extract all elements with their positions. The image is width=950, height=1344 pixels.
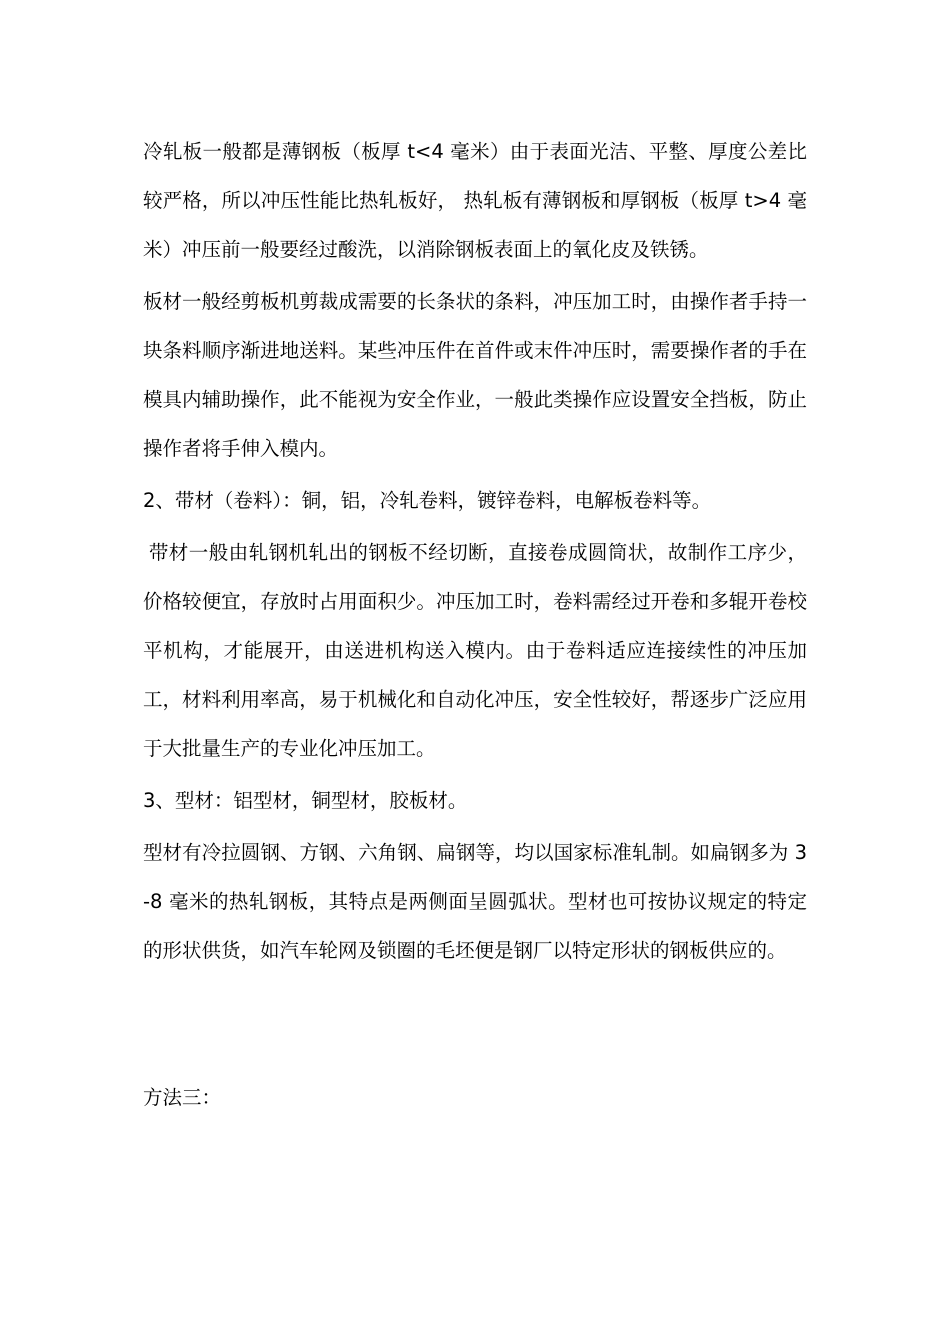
paragraph-sheet-feeding: 板材一般经剪板机剪裁成需要的长条状的条料，冲压加工时，由操作者手持一块条料顺序渐进地送料。某些冲压件在首件或末件冲压时，需要操作者的手在模具内辅助操作，此不能视为安全作业，一般此类操作应设置安全挡板，防止操作者将手伸入模内。 (143, 290, 807, 460)
paragraph-cold-rolled-plate: 冷轧板一般都是薄钢板（板厚 t<4 毫米）由于表面光洁、平整、厚度公差比较严格，所以冲压性能比热轧板好， 热轧板有薄钢板和厚钢板（板厚 t>4 毫米）冲压前一般要经过酸洗，以消除钢板表面上的氧化皮及铁锈。 (143, 140, 807, 261)
paragraph-strip-material: 带材一般由轧钢机轧出的钢板不经切断，直接卷成圆筒状，故制作工序少，价格较便宜，存放时占用面积少。冲压加工时，卷料需经过开卷和多辊开卷校平机构，才能展开，由送进机构送入模内。由于卷料适应连接续性的冲压加工，材料利用率高，易于机械化和自动化冲压，安全性较好，帮逐步广泛应用于大批量生产的专业化冲压加工。 (143, 541, 807, 760)
paragraph-profile-material: 型材有冷拉圆钢、方钢、六角钢、扁钢等，均以国家标准轧制。如扁钢多为 3-8 毫米的热轧钢板，其特点是两侧面呈圆弧状。型材也可按协议规定的特定的形状供货，如汽车轮网及锁圈的毛坯便是钢厂以特定形状的钢板供应的。 (143, 841, 807, 962)
document-body (143, 127, 807, 1122)
section-heading-strip-material: 2、带材（卷料）：铜，铝，冷轧卷料，镀锌卷料，电解板卷料等。 (143, 489, 712, 512)
blank-space (143, 978, 807, 1073)
section-heading-profile-material: 3、型材：铝型材，铜型材，胶板材。 (143, 789, 468, 812)
method-three-heading: 方法三： (143, 1086, 222, 1109)
